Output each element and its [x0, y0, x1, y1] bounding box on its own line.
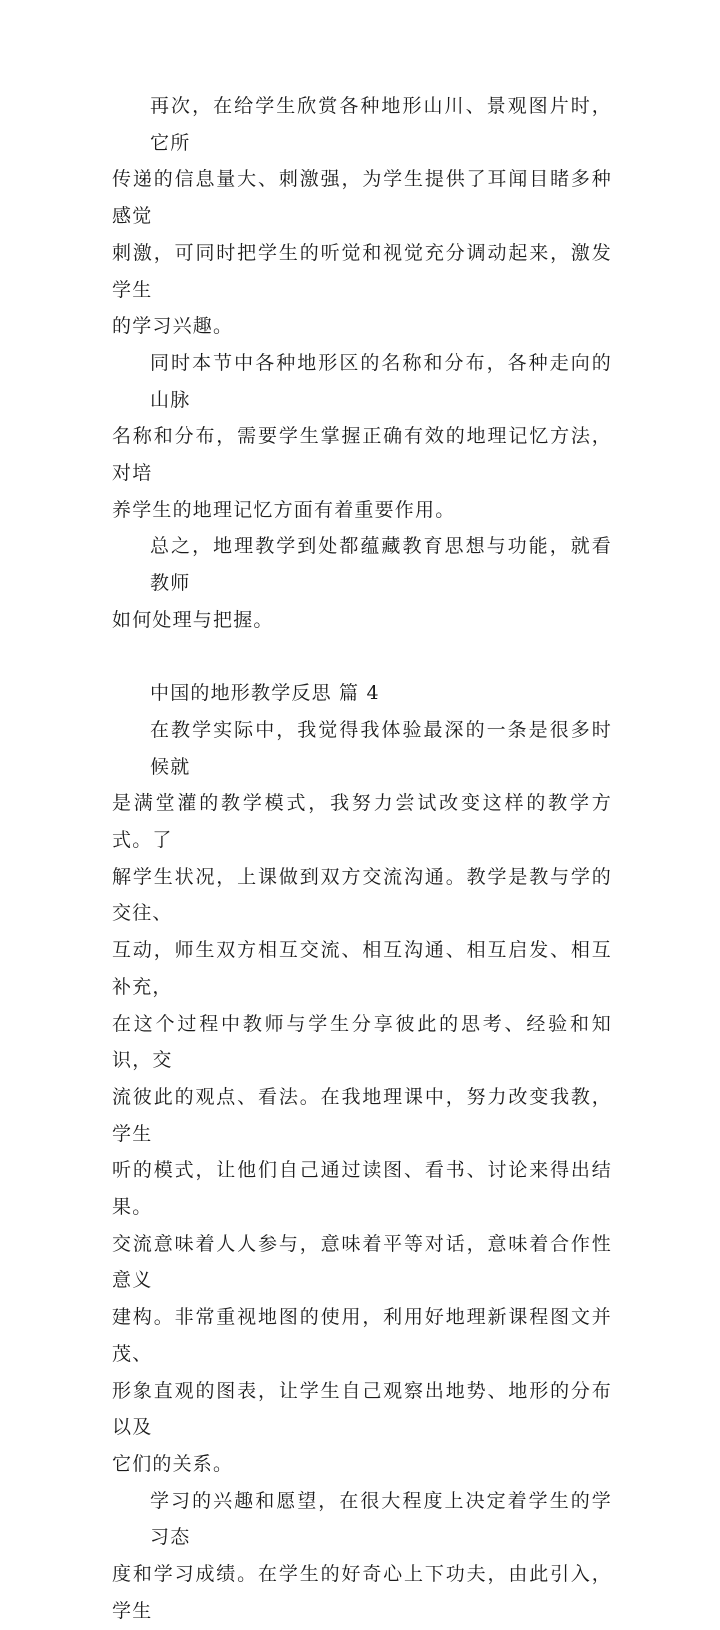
- text-line: 总之，地理教学到处都蕴藏教育思想与功能，就看教师: [150, 535, 612, 595]
- text-line: 交流意味着人人参与，意味着平等对话，意味着合作性意义: [112, 1232, 612, 1292]
- paragraph: [112, 712, 612, 1483]
- text-line: 养学生的地理记忆方面有着重要作用。: [112, 498, 456, 521]
- text-line: 度和学习成绩。在学生的好奇心上下功夫，由此引入，学生: [112, 1563, 612, 1622]
- text-line: 流彼此的观点、看法。在我地理课中，努力改变我教，学生: [112, 1085, 612, 1145]
- paragraph: [112, 88, 612, 345]
- text-line: 再次，在给学生欣赏各种地形山川、景观图片时，它所: [150, 95, 612, 154]
- text-line: 名称和分布，需要学生掌握正确有效的地理记忆方法，对培: [112, 425, 612, 485]
- text-line: 形象直观的图表，让学生自己观察出地势、地形的分布以及: [112, 1379, 612, 1439]
- text-line: 建构。非常重视地图的使用，利用好地理新课程图文并茂、: [112, 1306, 612, 1365]
- text-line: 学习的兴趣和愿望，在很大程度上决定着学生的学习态: [150, 1489, 612, 1549]
- text-line: 的学习兴趣。: [112, 315, 234, 338]
- text-line: 它们的关系。: [112, 1453, 234, 1475]
- paragraph: [112, 345, 612, 529]
- text-line: 在这个过程中教师与学生分享彼此的思考、经验和知识，交: [112, 1012, 612, 1072]
- paragraph: [112, 528, 612, 638]
- text-line: 解学生状况，上课做到双方交流沟通。教学是教与学的交往、: [112, 865, 612, 925]
- text-line: 互动，师生双方相互交流、相互沟通、相互启发、相互补充，: [112, 939, 612, 998]
- paragraph: [112, 1483, 612, 1630]
- text-line: 是满堂灌的教学模式，我努力尝试改变这样的教学方式。了: [112, 792, 612, 852]
- spacer: [112, 639, 612, 676]
- text-line: 传递的信息量大、刺激强，为学生提供了耳闻目睹多种感觉: [112, 168, 612, 228]
- text-line: 听的模式，让他们自己通过读图、看书、讨论来得出结果。: [112, 1159, 612, 1219]
- text-line: 同时本节中各种地形区的名称和分布，各种走向的山脉: [150, 351, 612, 411]
- section-heading: 中国的地形教学反思 篇 4: [150, 682, 380, 705]
- text-line: 刺激，可同时把学生的听觉和视觉充分调动起来，激发学生: [112, 241, 612, 301]
- document-body: [112, 88, 612, 1630]
- text-line: 如何处理与把握。: [112, 608, 274, 631]
- text-line: 在教学实际中，我觉得我体验最深的一条是很多时候就: [150, 718, 612, 778]
